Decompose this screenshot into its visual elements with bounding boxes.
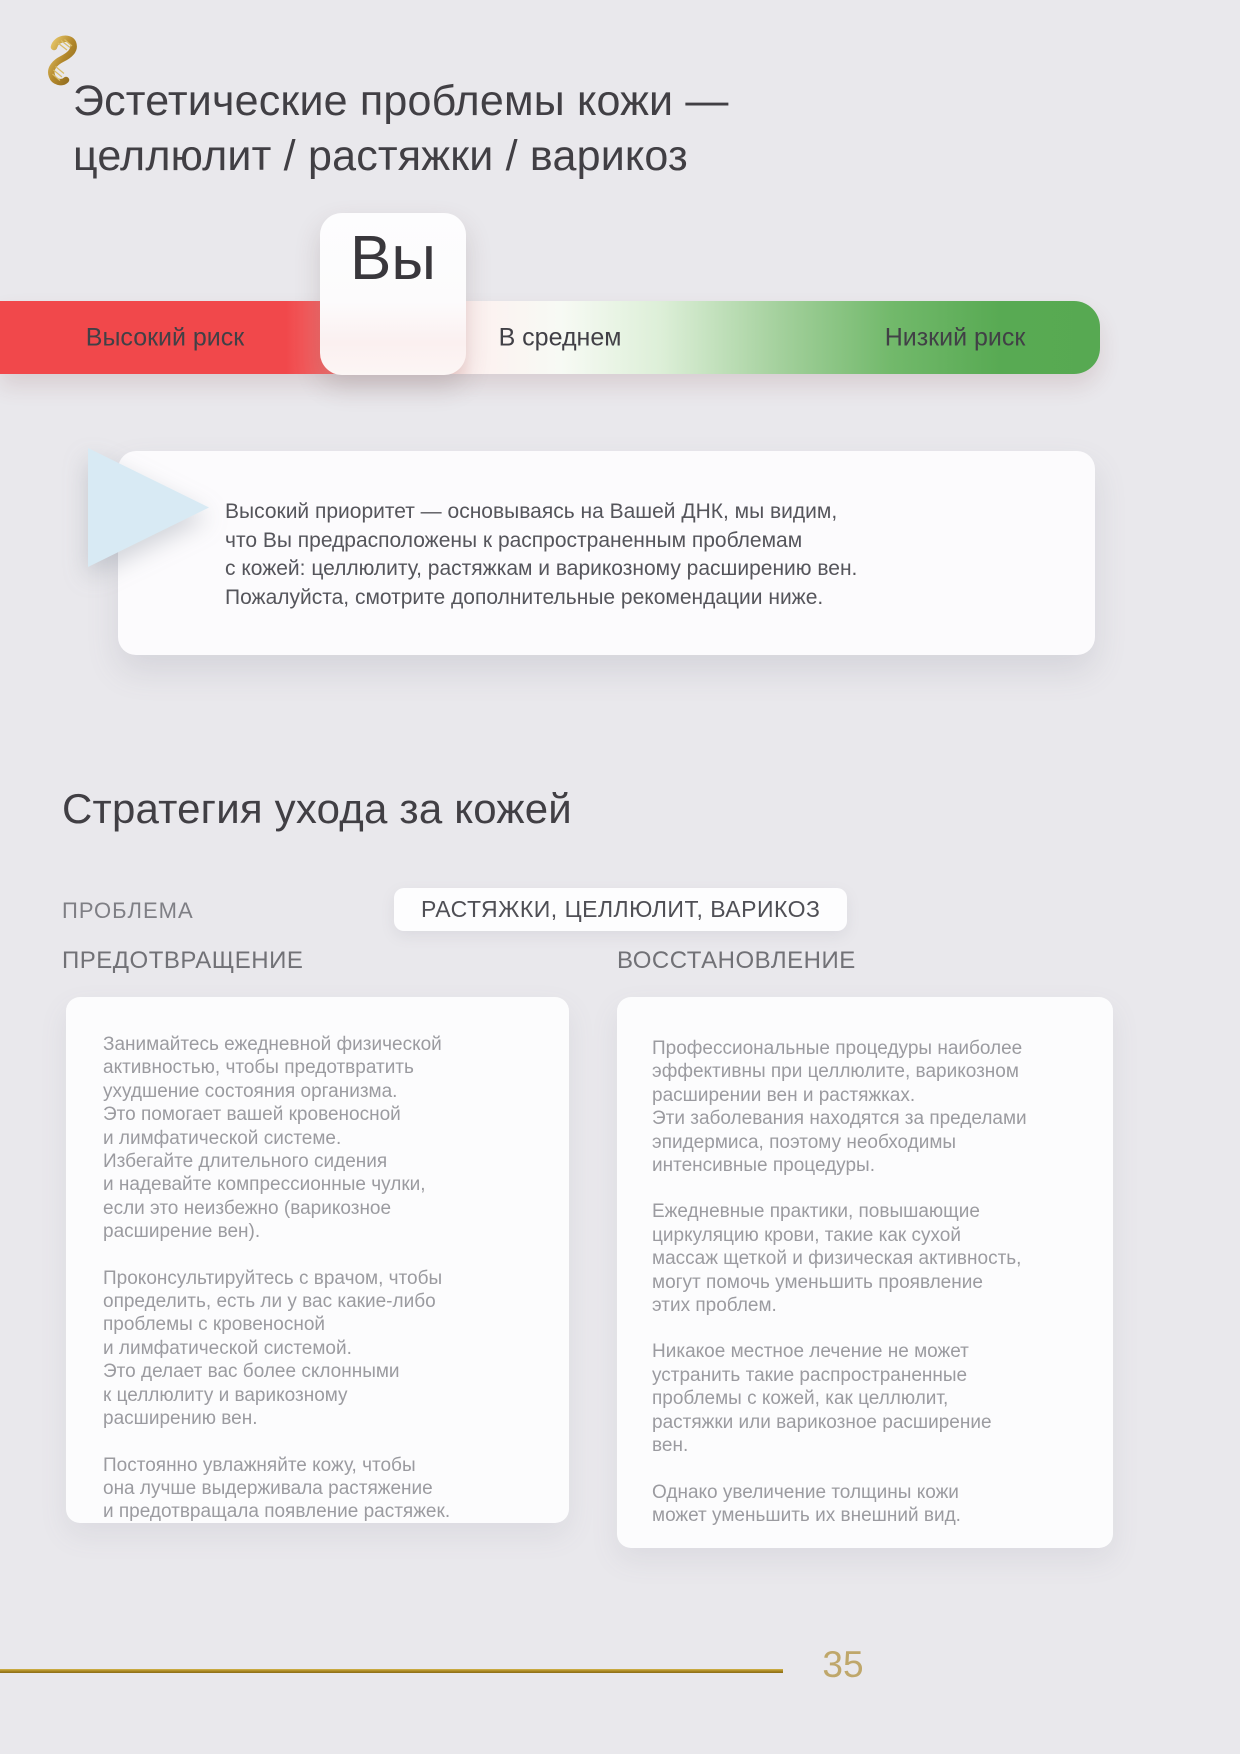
priority-callout-card — [118, 451, 1095, 655]
prevention-heading: ПРЕДОТВРАЩЕНИЕ — [62, 947, 304, 974]
risk-label-low: Низкий риск — [884, 323, 1026, 351]
section-title: Стратегия ухода за кожей — [62, 785, 572, 832]
restoration-paragraph: Однако увеличение толщины кожи может уменьшить их внешний вид. — [652, 1481, 961, 1526]
prevention-paragraph: Занимайтесь ежедневной физической активностью, чтобы предотвратить ухудшение состояния организма. Это помогает вашей кровеносной и лимфатической системе. Избегайте длительного сидения и надевайте компрессионные чулки, если это неизбежно (варикозное расширение вен). — [103, 1034, 442, 1243]
restoration-paragraph: Профессиональные процедуры наиболее эффективны при целлюлите, варикозном расширении вен и растяжках. Эти заболевания находятся за пределами эпидермиса, поэтому необходимы интенсивные процедуры. — [652, 1038, 1027, 1177]
prevention-card — [66, 997, 569, 1523]
prevention-paragraph: Постоянно увлажняйте кожу, чтобы она лучше выдерживала растяжение и предотвращала появление растяжек. — [103, 1454, 451, 1523]
risk-label-high: Высокий риск — [85, 323, 245, 351]
you-marker — [320, 213, 466, 375]
problem-label: ПРОБЛЕМА — [62, 898, 194, 923]
problem-value-chip: РАСТЯЖКИ, ЦЕЛЛЮЛИТ, ВАРИКОЗ — [394, 888, 847, 931]
priority-callout-text: Высокий приоритет — основываясь на Вашей ДНК, мы видим, что Вы предрасположены к распространенным проблемам с кожей: целлюлиту, растяжкам и варикозному расширению вен. Пожалуйста, смотрите дополнительные рекомендации ниже. — [225, 500, 858, 609]
page-title: Эстетические проблемы кожи — целлюлит / растяжки / варикоз — [73, 77, 729, 180]
callout-pointer-icon — [88, 448, 209, 567]
footer-divider — [0, 1669, 783, 1673]
restoration-paragraph: Никакое местное лечение не может устранить такие распространенные проблемы с кожей, как целлюлит, растяжки или варикозное расширение вен. — [652, 1341, 992, 1457]
page-number: 35 — [822, 1644, 864, 1685]
risk-label-medium: В среднем — [498, 323, 622, 351]
risk-scale-bar — [0, 301, 1100, 374]
restoration-paragraph: Ежедневные практики, повышающие циркуляцию крови, такие как сухой массаж щеткой и физическая активность, могут помочь уменьшить проявление этих проблем. — [652, 1201, 1022, 1317]
restoration-heading: ВОССТАНОВЛЕНИЕ — [617, 947, 856, 974]
restoration-card — [617, 997, 1113, 1548]
prevention-paragraph: Проконсультируйтесь с врачом, чтобы определить, есть ли у вас какие-либо проблемы с кровеносной и лимфатической системой. Это делает вас более склонными к целлюлиту и варикозному расширению вен. — [103, 1267, 443, 1430]
you-marker-label: Вы — [350, 224, 436, 293]
